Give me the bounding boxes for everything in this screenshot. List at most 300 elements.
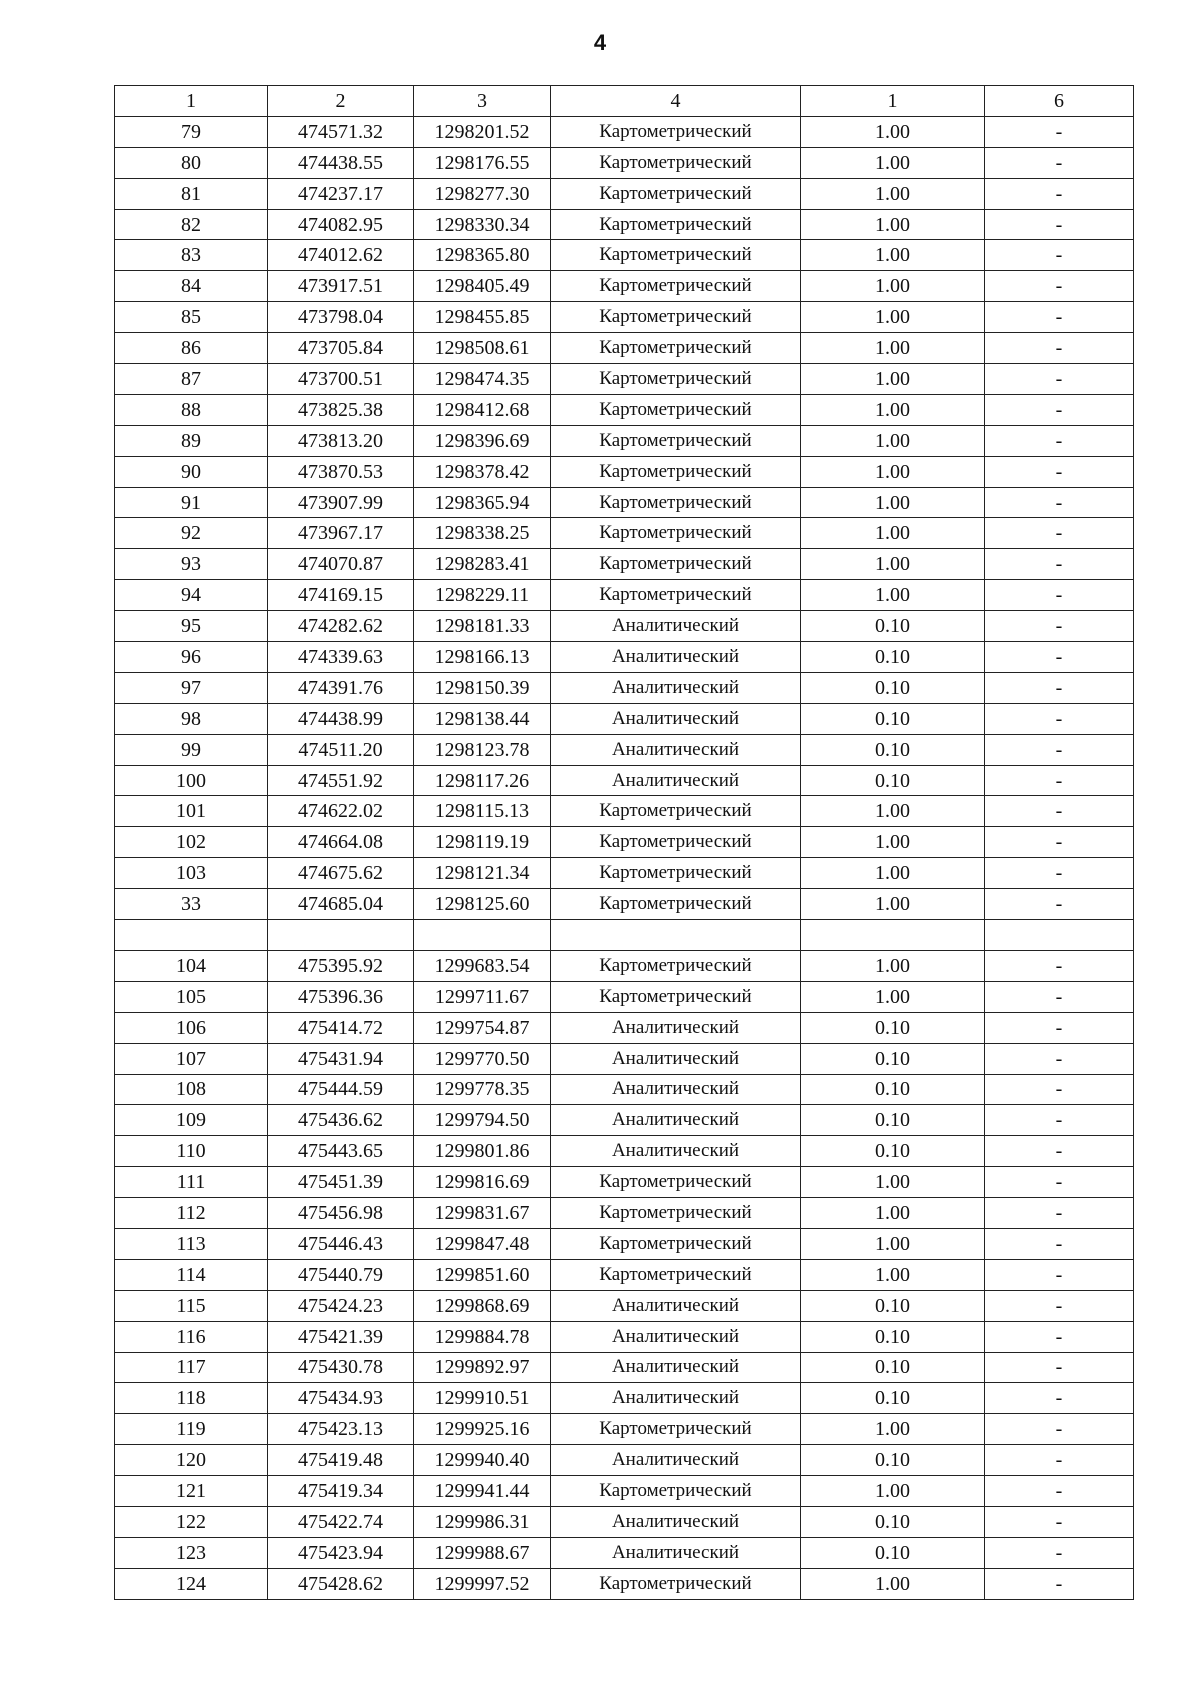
method-cell: Аналитический	[551, 1537, 801, 1568]
table-row	[115, 1352, 1134, 1383]
point-number-cell: 118	[115, 1383, 268, 1414]
point-number-cell	[115, 920, 268, 951]
x-coordinate-cell: 475395.92	[268, 950, 414, 981]
table-row	[115, 209, 1134, 240]
table-row	[115, 1537, 1134, 1568]
x-coordinate-cell: 474551.92	[268, 765, 414, 796]
point-number-cell: 83	[115, 240, 268, 271]
table-row	[115, 1476, 1134, 1507]
y-coordinate-cell: 1299847.48	[414, 1228, 551, 1259]
header-cell: 4	[551, 86, 801, 117]
accuracy-cell: 0.10	[801, 1352, 985, 1383]
note-cell: -	[985, 394, 1134, 425]
table-row	[115, 703, 1134, 734]
note-cell: -	[985, 364, 1134, 395]
note-cell: -	[985, 703, 1134, 734]
point-number-cell: 110	[115, 1136, 268, 1167]
point-number-cell: 93	[115, 549, 268, 580]
accuracy-cell: 1.00	[801, 116, 985, 147]
point-number-cell: 102	[115, 827, 268, 858]
accuracy-cell: 1.00	[801, 178, 985, 209]
x-coordinate-cell: 474070.87	[268, 549, 414, 580]
note-cell: -	[985, 178, 1134, 209]
table-row	[115, 333, 1134, 364]
note-cell: -	[985, 116, 1134, 147]
accuracy-cell: 1.00	[801, 1568, 985, 1599]
x-coordinate-cell: 474571.32	[268, 116, 414, 147]
point-number-cell: 123	[115, 1537, 268, 1568]
point-number-cell: 117	[115, 1352, 268, 1383]
accuracy-cell: 1.00	[801, 518, 985, 549]
accuracy-cell: 1.00	[801, 425, 985, 456]
table-row	[115, 796, 1134, 827]
method-cell: Картометрический	[551, 889, 801, 920]
point-number-cell: 111	[115, 1167, 268, 1198]
y-coordinate-cell: 1298119.19	[414, 827, 551, 858]
method-cell: Аналитический	[551, 1352, 801, 1383]
accuracy-cell: 0.10	[801, 703, 985, 734]
x-coordinate-cell: 475440.79	[268, 1259, 414, 1290]
x-coordinate-cell: 474391.76	[268, 672, 414, 703]
y-coordinate-cell: 1298405.49	[414, 271, 551, 302]
y-coordinate-cell: 1298117.26	[414, 765, 551, 796]
method-cell: Картометрический	[551, 147, 801, 178]
header-cell: 6	[985, 86, 1134, 117]
y-coordinate-cell: 1298229.11	[414, 580, 551, 611]
table-row	[115, 580, 1134, 611]
table-row	[115, 1506, 1134, 1537]
table-row	[115, 1136, 1134, 1167]
point-number-cell: 103	[115, 858, 268, 889]
x-coordinate-cell: 474511.20	[268, 734, 414, 765]
x-coordinate-cell: 474438.99	[268, 703, 414, 734]
x-coordinate-cell: 475424.23	[268, 1290, 414, 1321]
x-coordinate-cell: 474082.95	[268, 209, 414, 240]
y-coordinate-cell: 1298115.13	[414, 796, 551, 827]
point-number-cell: 115	[115, 1290, 268, 1321]
y-coordinate-cell: 1298455.85	[414, 302, 551, 333]
y-coordinate-cell: 1299986.31	[414, 1506, 551, 1537]
x-coordinate-cell	[268, 920, 414, 951]
method-cell: Аналитический	[551, 765, 801, 796]
note-cell: -	[985, 487, 1134, 518]
note-cell: -	[985, 1043, 1134, 1074]
table-row	[115, 240, 1134, 271]
x-coordinate-cell: 474237.17	[268, 178, 414, 209]
accuracy-cell: 1.00	[801, 364, 985, 395]
accuracy-cell	[801, 920, 985, 951]
point-number-cell: 120	[115, 1445, 268, 1476]
table-row	[115, 827, 1134, 858]
accuracy-cell: 1.00	[801, 1476, 985, 1507]
table-row	[115, 1414, 1134, 1445]
table-row	[115, 178, 1134, 209]
x-coordinate-cell: 475423.94	[268, 1537, 414, 1568]
y-coordinate-cell: 1298121.34	[414, 858, 551, 889]
point-number-cell: 108	[115, 1074, 268, 1105]
method-cell: Аналитический	[551, 1043, 801, 1074]
table-row	[115, 147, 1134, 178]
x-coordinate-cell: 473705.84	[268, 333, 414, 364]
note-cell: -	[985, 456, 1134, 487]
note-cell: -	[985, 1012, 1134, 1043]
y-coordinate-cell: 1299851.60	[414, 1259, 551, 1290]
y-coordinate-cell: 1298181.33	[414, 611, 551, 642]
table-row	[115, 1445, 1134, 1476]
accuracy-cell: 0.10	[801, 765, 985, 796]
note-cell: -	[985, 1537, 1134, 1568]
table-row	[115, 116, 1134, 147]
x-coordinate-cell: 473870.53	[268, 456, 414, 487]
note-cell: -	[985, 1228, 1134, 1259]
accuracy-cell: 1.00	[801, 333, 985, 364]
y-coordinate-cell: 1298338.25	[414, 518, 551, 549]
accuracy-cell: 0.10	[801, 611, 985, 642]
note-cell: -	[985, 271, 1134, 302]
x-coordinate-cell: 473967.17	[268, 518, 414, 549]
note-cell: -	[985, 1259, 1134, 1290]
y-coordinate-cell: 1299868.69	[414, 1290, 551, 1321]
y-coordinate-cell: 1298277.30	[414, 178, 551, 209]
method-cell: Аналитический	[551, 1074, 801, 1105]
point-number-cell: 119	[115, 1414, 268, 1445]
table-row	[115, 456, 1134, 487]
y-coordinate-cell: 1299940.40	[414, 1445, 551, 1476]
point-number-cell: 107	[115, 1043, 268, 1074]
table-row	[115, 920, 1134, 951]
accuracy-cell: 0.10	[801, 1537, 985, 1568]
y-coordinate-cell: 1298378.42	[414, 456, 551, 487]
point-number-cell: 86	[115, 333, 268, 364]
table-row	[115, 364, 1134, 395]
point-number-cell: 88	[115, 394, 268, 425]
method-cell: Аналитический	[551, 734, 801, 765]
accuracy-cell: 1.00	[801, 302, 985, 333]
accuracy-cell: 1.00	[801, 827, 985, 858]
method-cell: Картометрический	[551, 240, 801, 271]
note-cell: -	[985, 796, 1134, 827]
method-cell: Аналитический	[551, 1012, 801, 1043]
point-number-cell: 112	[115, 1198, 268, 1229]
point-number-cell: 113	[115, 1228, 268, 1259]
x-coordinate-cell: 475446.43	[268, 1228, 414, 1259]
method-cell: Картометрический	[551, 1167, 801, 1198]
y-coordinate-cell: 1298123.78	[414, 734, 551, 765]
note-cell: -	[985, 1383, 1134, 1414]
x-coordinate-cell: 475436.62	[268, 1105, 414, 1136]
method-cell	[551, 920, 801, 951]
method-cell: Аналитический	[551, 1445, 801, 1476]
accuracy-cell: 0.10	[801, 1074, 985, 1105]
y-coordinate-cell: 1299816.69	[414, 1167, 551, 1198]
note-cell: -	[985, 1074, 1134, 1105]
point-number-cell: 106	[115, 1012, 268, 1043]
x-coordinate-cell: 475423.13	[268, 1414, 414, 1445]
method-cell: Картометрический	[551, 1476, 801, 1507]
x-coordinate-cell: 474438.55	[268, 147, 414, 178]
x-coordinate-cell: 474675.62	[268, 858, 414, 889]
note-cell: -	[985, 1352, 1134, 1383]
point-number-cell: 114	[115, 1259, 268, 1290]
point-number-cell: 122	[115, 1506, 268, 1537]
method-cell: Картометрический	[551, 116, 801, 147]
table-header-row	[115, 86, 1134, 117]
x-coordinate-cell: 474282.62	[268, 611, 414, 642]
accuracy-cell: 1.00	[801, 271, 985, 302]
table-row	[115, 765, 1134, 796]
table-row	[115, 549, 1134, 580]
method-cell: Картометрический	[551, 302, 801, 333]
y-coordinate-cell: 1298508.61	[414, 333, 551, 364]
accuracy-cell: 1.00	[801, 1259, 985, 1290]
header-cell: 3	[414, 86, 551, 117]
accuracy-cell: 1.00	[801, 1228, 985, 1259]
table-row	[115, 1198, 1134, 1229]
x-coordinate-cell: 473907.99	[268, 487, 414, 518]
table-row	[115, 302, 1134, 333]
method-cell: Картометрический	[551, 950, 801, 981]
y-coordinate-cell: 1299711.67	[414, 981, 551, 1012]
x-coordinate-cell: 473798.04	[268, 302, 414, 333]
method-cell: Картометрический	[551, 178, 801, 209]
x-coordinate-cell: 475419.48	[268, 1445, 414, 1476]
note-cell: -	[985, 209, 1134, 240]
point-number-cell: 80	[115, 147, 268, 178]
note-cell: -	[985, 240, 1134, 271]
y-coordinate-cell: 1299801.86	[414, 1136, 551, 1167]
point-number-cell: 104	[115, 950, 268, 981]
table-row	[115, 1074, 1134, 1105]
point-number-cell: 85	[115, 302, 268, 333]
x-coordinate-cell: 475422.74	[268, 1506, 414, 1537]
note-cell: -	[985, 147, 1134, 178]
table-row	[115, 950, 1134, 981]
accuracy-cell: 0.10	[801, 1321, 985, 1352]
point-number-cell: 116	[115, 1321, 268, 1352]
method-cell: Картометрический	[551, 487, 801, 518]
point-number-cell: 87	[115, 364, 268, 395]
table-row	[115, 271, 1134, 302]
x-coordinate-cell: 474012.62	[268, 240, 414, 271]
note-cell: -	[985, 642, 1134, 673]
accuracy-cell: 1.00	[801, 549, 985, 580]
method-cell: Картометрический	[551, 580, 801, 611]
note-cell: -	[985, 1321, 1134, 1352]
method-cell: Картометрический	[551, 1414, 801, 1445]
x-coordinate-cell: 473917.51	[268, 271, 414, 302]
accuracy-cell: 0.10	[801, 1383, 985, 1414]
point-number-cell: 82	[115, 209, 268, 240]
point-number-cell: 79	[115, 116, 268, 147]
note-cell: -	[985, 1290, 1134, 1321]
accuracy-cell: 1.00	[801, 456, 985, 487]
table-row	[115, 1383, 1134, 1414]
y-coordinate-cell: 1299754.87	[414, 1012, 551, 1043]
method-cell: Картометрический	[551, 827, 801, 858]
method-cell: Картометрический	[551, 456, 801, 487]
method-cell: Картометрический	[551, 1259, 801, 1290]
method-cell: Аналитический	[551, 1383, 801, 1414]
point-number-cell: 109	[115, 1105, 268, 1136]
y-coordinate-cell: 1298283.41	[414, 549, 551, 580]
y-coordinate-cell: 1299683.54	[414, 950, 551, 981]
x-coordinate-cell: 475430.78	[268, 1352, 414, 1383]
note-cell: -	[985, 333, 1134, 364]
table-row	[115, 1259, 1134, 1290]
note-cell: -	[985, 425, 1134, 456]
accuracy-cell: 1.00	[801, 209, 985, 240]
accuracy-cell: 1.00	[801, 487, 985, 518]
point-number-cell: 96	[115, 642, 268, 673]
accuracy-cell: 0.10	[801, 1105, 985, 1136]
method-cell: Картометрический	[551, 796, 801, 827]
table-row	[115, 1290, 1134, 1321]
accuracy-cell: 1.00	[801, 394, 985, 425]
note-cell: -	[985, 827, 1134, 858]
y-coordinate-cell: 1298201.52	[414, 116, 551, 147]
method-cell: Аналитический	[551, 1105, 801, 1136]
header-cell: 1	[115, 86, 268, 117]
note-cell: -	[985, 549, 1134, 580]
accuracy-cell: 1.00	[801, 1198, 985, 1229]
coordinates-table	[114, 85, 1134, 1600]
note-cell: -	[985, 858, 1134, 889]
accuracy-cell: 0.10	[801, 1012, 985, 1043]
note-cell: -	[985, 1445, 1134, 1476]
accuracy-cell: 1.00	[801, 147, 985, 178]
note-cell: -	[985, 1414, 1134, 1445]
header-cell: 1	[801, 86, 985, 117]
accuracy-cell: 1.00	[801, 240, 985, 271]
method-cell: Картометрический	[551, 394, 801, 425]
method-cell: Картометрический	[551, 1198, 801, 1229]
y-coordinate-cell: 1299997.52	[414, 1568, 551, 1599]
y-coordinate-cell: 1298474.35	[414, 364, 551, 395]
y-coordinate-cell: 1299770.50	[414, 1043, 551, 1074]
accuracy-cell: 0.10	[801, 1136, 985, 1167]
method-cell: Аналитический	[551, 703, 801, 734]
method-cell: Аналитический	[551, 642, 801, 673]
table-row	[115, 1228, 1134, 1259]
y-coordinate-cell: 1298412.68	[414, 394, 551, 425]
y-coordinate-cell: 1298365.80	[414, 240, 551, 271]
accuracy-cell: 1.00	[801, 981, 985, 1012]
point-number-cell: 89	[115, 425, 268, 456]
point-number-cell: 95	[115, 611, 268, 642]
accuracy-cell: 0.10	[801, 1445, 985, 1476]
note-cell: -	[985, 889, 1134, 920]
method-cell: Картометрический	[551, 333, 801, 364]
method-cell: Картометрический	[551, 425, 801, 456]
x-coordinate-cell: 475444.59	[268, 1074, 414, 1105]
method-cell: Картометрический	[551, 364, 801, 395]
y-coordinate-cell: 1298176.55	[414, 147, 551, 178]
accuracy-cell: 1.00	[801, 950, 985, 981]
y-coordinate-cell: 1298365.94	[414, 487, 551, 518]
note-cell: -	[985, 1568, 1134, 1599]
y-coordinate-cell: 1299892.97	[414, 1352, 551, 1383]
x-coordinate-cell: 474339.63	[268, 642, 414, 673]
y-coordinate-cell: 1298166.13	[414, 642, 551, 673]
point-number-cell: 101	[115, 796, 268, 827]
x-coordinate-cell: 475443.65	[268, 1136, 414, 1167]
accuracy-cell: 0.10	[801, 672, 985, 703]
method-cell: Картометрический	[551, 549, 801, 580]
table-row	[115, 672, 1134, 703]
table-row	[115, 889, 1134, 920]
x-coordinate-cell: 474622.02	[268, 796, 414, 827]
table-row	[115, 1012, 1134, 1043]
method-cell: Картометрический	[551, 981, 801, 1012]
point-number-cell: 94	[115, 580, 268, 611]
x-coordinate-cell: 475414.72	[268, 1012, 414, 1043]
y-coordinate-cell: 1299988.67	[414, 1537, 551, 1568]
method-cell: Картометрический	[551, 271, 801, 302]
accuracy-cell: 1.00	[801, 1414, 985, 1445]
note-cell: -	[985, 302, 1134, 333]
point-number-cell: 92	[115, 518, 268, 549]
accuracy-cell: 0.10	[801, 1506, 985, 1537]
y-coordinate-cell: 1299794.50	[414, 1105, 551, 1136]
table-row	[115, 611, 1134, 642]
x-coordinate-cell: 475396.36	[268, 981, 414, 1012]
y-coordinate-cell: 1299778.35	[414, 1074, 551, 1105]
point-number-cell: 105	[115, 981, 268, 1012]
y-coordinate-cell: 1299831.67	[414, 1198, 551, 1229]
accuracy-cell: 1.00	[801, 580, 985, 611]
note-cell: -	[985, 580, 1134, 611]
note-cell	[985, 920, 1134, 951]
note-cell: -	[985, 1136, 1134, 1167]
accuracy-cell: 0.10	[801, 642, 985, 673]
method-cell: Картометрический	[551, 518, 801, 549]
x-coordinate-cell: 475419.34	[268, 1476, 414, 1507]
method-cell: Картометрический	[551, 858, 801, 889]
x-coordinate-cell: 475428.62	[268, 1568, 414, 1599]
table-row	[115, 858, 1134, 889]
y-coordinate-cell: 1298330.34	[414, 209, 551, 240]
note-cell: -	[985, 950, 1134, 981]
table-row	[115, 1167, 1134, 1198]
table-row	[115, 394, 1134, 425]
x-coordinate-cell: 475431.94	[268, 1043, 414, 1074]
note-cell: -	[985, 1167, 1134, 1198]
point-number-cell: 91	[115, 487, 268, 518]
accuracy-cell: 0.10	[801, 1290, 985, 1321]
table-row	[115, 1105, 1134, 1136]
method-cell: Картометрический	[551, 1568, 801, 1599]
point-number-cell: 124	[115, 1568, 268, 1599]
point-number-cell: 84	[115, 271, 268, 302]
table-row	[115, 425, 1134, 456]
method-cell: Аналитический	[551, 1136, 801, 1167]
y-coordinate-cell: 1299941.44	[414, 1476, 551, 1507]
accuracy-cell: 1.00	[801, 796, 985, 827]
x-coordinate-cell: 475434.93	[268, 1383, 414, 1414]
table-row	[115, 642, 1134, 673]
method-cell: Аналитический	[551, 1321, 801, 1352]
point-number-cell: 100	[115, 765, 268, 796]
method-cell: Аналитический	[551, 1290, 801, 1321]
accuracy-cell: 0.10	[801, 1043, 985, 1074]
x-coordinate-cell: 475451.39	[268, 1167, 414, 1198]
note-cell: -	[985, 981, 1134, 1012]
accuracy-cell: 1.00	[801, 858, 985, 889]
table-row	[115, 518, 1134, 549]
page-number: 4	[593, 30, 607, 55]
x-coordinate-cell: 473825.38	[268, 394, 414, 425]
x-coordinate-cell: 473700.51	[268, 364, 414, 395]
